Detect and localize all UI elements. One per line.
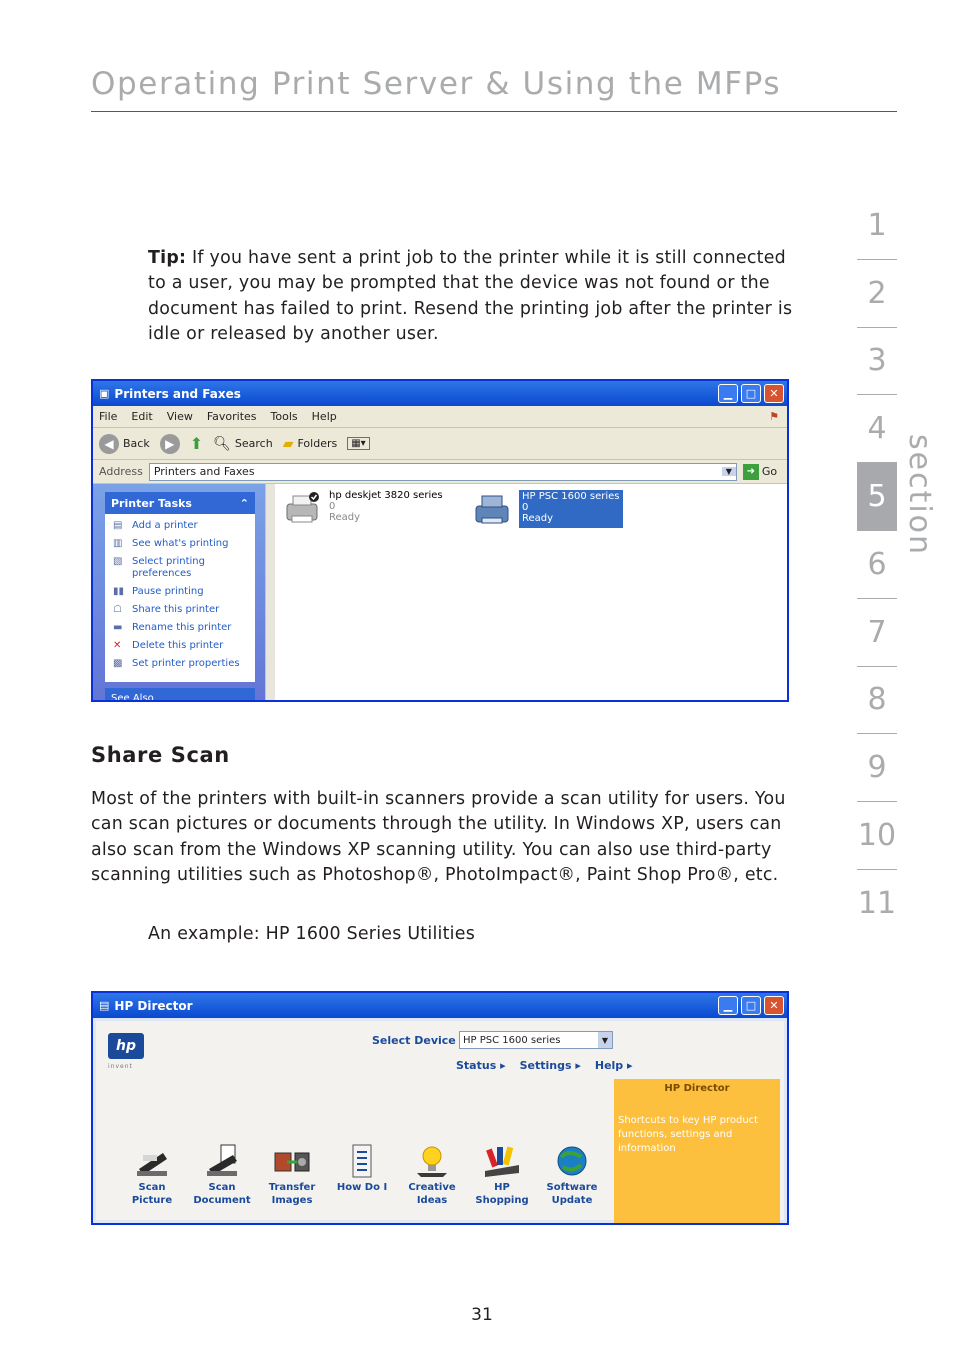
vertical-scrollbar[interactable] (265, 484, 275, 700)
add-printer-icon: ▤ (113, 520, 123, 531)
go-button[interactable] (743, 464, 777, 480)
task-label: Delete this printer (132, 640, 224, 651)
folders-button[interactable] (283, 436, 338, 452)
task-share-printer[interactable] (113, 604, 251, 616)
status-link[interactable]: Status ▸ (456, 1059, 506, 1072)
menu-help[interactable]: Help (311, 410, 337, 423)
tip-text: If you have sent a print job to the printer while it is still connected to a user, you may be prompted that the device was not found or the document has failed to print. Resend the printing job after the printer is idle or released by another user. (148, 248, 793, 345)
settings-link[interactable]: Settings ▸ (519, 1059, 581, 1072)
address-bar (93, 460, 787, 484)
tip-label: Tip: (148, 248, 187, 268)
hp-director-app-icon: ▤ (99, 999, 110, 1012)
tool-label-1: Creative (408, 1182, 456, 1193)
printer-folder-icon: ▣ (99, 387, 110, 400)
window-content (93, 484, 787, 700)
window-title: Printers and Faxes (114, 386, 241, 401)
share-scan-heading: Share Scan (91, 743, 230, 767)
task-delete-printer[interactable] (113, 640, 251, 652)
section-nav-item-7[interactable]: 7 (857, 599, 897, 667)
tool-label-2: Images (271, 1195, 313, 1206)
collapse-icon[interactable]: ⌃ (239, 496, 249, 510)
forward-button[interactable] (160, 434, 180, 454)
task-label: Set printer properties (132, 658, 240, 669)
task-see-printing[interactable] (113, 538, 251, 550)
section-nav-item-1[interactable]: 1 (857, 192, 897, 260)
task-label: Select printing preferences (132, 556, 205, 579)
lightbulb-icon (413, 1143, 451, 1179)
pause-icon: ▮▮ (113, 586, 125, 597)
task-pane (93, 484, 265, 700)
address-label: Address (99, 465, 143, 478)
printer-text (519, 490, 623, 528)
go-arrow-icon: ➜ (743, 464, 759, 480)
example-caption: An example: HP 1600 Series Utilities (148, 924, 476, 944)
go-label: Go (761, 465, 778, 478)
maximize-button[interactable]: □ (741, 996, 761, 1015)
window-title: HP Director (114, 998, 193, 1013)
printer-status: Ready (522, 513, 554, 524)
menu-edit[interactable]: Edit (131, 410, 153, 423)
hp-links (456, 1059, 633, 1072)
task-list (105, 514, 255, 682)
printer-icon (473, 490, 511, 528)
tip-paragraph (148, 246, 808, 348)
document-scanner-icon (203, 1143, 241, 1179)
printer-item[interactable] (283, 490, 443, 528)
search-button[interactable] (213, 436, 273, 452)
hp-director-window (91, 991, 789, 1225)
printer-docs: 0 (522, 502, 529, 513)
task-printer-properties[interactable] (113, 658, 251, 670)
hp-logo-tagline: invent (108, 1063, 133, 1070)
task-label: Rename this printer (132, 622, 232, 633)
tool-software-update[interactable] (544, 1143, 600, 1207)
printer-item-selected[interactable] (473, 490, 623, 528)
page-number: 31 (471, 1305, 493, 1325)
tool-label-2: Document (193, 1195, 251, 1206)
windows-flag-icon: ⚑ (769, 410, 779, 423)
delete-icon: ✕ (113, 640, 122, 651)
back-arrow-icon: ◀ (99, 434, 119, 454)
section-nav-item-8[interactable]: 8 (857, 667, 897, 735)
printer-name: HP PSC 1600 series (522, 491, 620, 502)
globe-update-icon (553, 1143, 591, 1179)
task-label: Add a printer (132, 520, 198, 531)
toolbar (93, 428, 787, 460)
share-scan-body: Most of the printers with built-in scanners provide a scan utility for users. You can scan pictures or documents through the utility. In Windows XP, users can also scan from the Windows XP scanning utility. You can also use third-party scanning utilities such as Photoshop®, PhotoImpact®, Paint Shop Pro®, etc. (91, 789, 786, 886)
section-nav (857, 192, 897, 938)
tool-label-2: Picture (131, 1195, 173, 1206)
ink-cartridges-icon (483, 1143, 521, 1179)
search-icon: 🔍︎ (213, 435, 231, 452)
scanner-icon (133, 1143, 171, 1179)
search-label: Search (234, 437, 273, 450)
see-also-title: See Also (111, 692, 154, 702)
back-label: Back (123, 437, 150, 450)
help-document-icon (343, 1143, 381, 1179)
panel-text: Shortcuts to key HP product functions, settings and information (618, 1115, 759, 1154)
menu-tools[interactable]: Tools (270, 410, 298, 423)
folder-icon: ▰ (282, 435, 294, 452)
queue-icon: ▥ (113, 538, 123, 549)
section-nav-item-3[interactable]: 3 (857, 328, 897, 396)
tool-label-1: How Do I (336, 1182, 388, 1193)
properties-icon: ▩ (113, 658, 123, 669)
minimize-button[interactable]: ▁ (718, 384, 738, 403)
device-select[interactable] (459, 1031, 613, 1049)
up-arrow-icon: ⬆ (189, 434, 204, 453)
tool-label-1: Transfer (268, 1182, 316, 1193)
tool-creative-ideas[interactable] (404, 1143, 460, 1207)
task-rename-printer[interactable] (113, 622, 251, 634)
hp-logo: hp (108, 1033, 144, 1059)
forward-arrow-icon: ▶ (160, 434, 180, 454)
share-icon: ☖ (113, 604, 122, 615)
close-button[interactable]: ✕ (764, 384, 784, 403)
tool-label-1: Software (546, 1182, 598, 1193)
header-rule (91, 111, 897, 112)
maximize-button[interactable]: □ (741, 384, 761, 403)
menu-file[interactable]: File (99, 410, 118, 423)
tool-scan-picture[interactable] (124, 1143, 180, 1207)
select-device-label: Select Device (372, 1034, 456, 1047)
back-button[interactable] (99, 434, 150, 454)
task-pause-printing[interactable] (113, 586, 251, 598)
section-nav-item-2[interactable]: 2 (857, 260, 897, 328)
hp-info-panel (614, 1079, 780, 1225)
tool-transfer-images[interactable] (264, 1143, 320, 1207)
printer-status: Ready (329, 512, 361, 523)
section-nav-item-5[interactable]: 5 (857, 463, 897, 531)
selected-device: HP PSC 1600 series (463, 1034, 561, 1046)
menu-view[interactable]: View (166, 410, 193, 423)
views-icon: ▦▾ (347, 437, 369, 450)
tool-label-2: Ideas (416, 1195, 448, 1206)
title-bar (93, 993, 787, 1018)
tool-label-1: Scan (208, 1182, 236, 1193)
page-header-title: Operating Print Server & Using the MFPs (91, 66, 782, 102)
menu-favorites[interactable]: Favorites (206, 410, 257, 423)
title-bar (93, 381, 787, 406)
section-word: section (902, 434, 937, 557)
address-field[interactable] (149, 463, 737, 481)
hp-director-body (93, 1018, 787, 1223)
tool-scan-document[interactable] (194, 1143, 250, 1207)
tool-label-2: Shopping (475, 1195, 529, 1206)
section-nav-item-6[interactable]: 6 (857, 531, 897, 599)
see-also-header[interactable] (105, 688, 255, 702)
folders-label: Folders (297, 437, 338, 450)
printer-text (329, 490, 443, 528)
tool-label-2: Update (551, 1195, 593, 1206)
tool-hp-shopping[interactable] (474, 1143, 530, 1207)
printer-tasks-title: Printer Tasks (111, 496, 192, 510)
task-select-preferences[interactable] (113, 556, 251, 580)
help-link[interactable]: Help ▸ (594, 1059, 633, 1072)
tool-label-1: HP (494, 1182, 510, 1193)
section-nav-item-10[interactable]: 10 (857, 802, 897, 870)
tool-label-1: Scan (138, 1182, 166, 1193)
panel-title: HP Director (664, 1083, 730, 1094)
address-value: Printers and Faxes (153, 465, 255, 478)
menu-bar (93, 406, 787, 428)
task-label: Pause printing (132, 586, 204, 597)
hp-tools (124, 1143, 600, 1207)
minimize-button[interactable]: ▁ (718, 996, 738, 1015)
printers-faxes-window (91, 379, 789, 702)
printer-icon (283, 490, 321, 528)
task-label: See what's printing (132, 538, 229, 549)
printer-tasks-header[interactable] (105, 492, 255, 514)
section-nav-item-4[interactable]: 4 (857, 395, 897, 463)
task-label: Share this printer (132, 604, 220, 615)
section-nav-item-9[interactable]: 9 (857, 734, 897, 802)
section-nav-item-11[interactable]: 11 (857, 886, 897, 922)
address-dropdown-icon[interactable]: ▼ (722, 467, 736, 476)
printer-name: hp deskjet 3820 series (329, 490, 443, 501)
views-button[interactable] (347, 437, 369, 450)
close-button[interactable]: ✕ (764, 996, 784, 1015)
task-add-printer[interactable] (113, 520, 251, 532)
transfer-images-icon (273, 1143, 311, 1179)
preferences-icon: ▧ (113, 556, 123, 567)
printer-list (275, 484, 787, 700)
tool-how-do-i[interactable] (334, 1143, 390, 1207)
rename-icon: ▬ (113, 622, 123, 633)
printer-docs: 0 (329, 501, 336, 512)
chevron-down-icon[interactable]: ▼ (598, 1032, 612, 1048)
up-folder-button[interactable] (190, 434, 203, 453)
printer-tasks-box (105, 492, 255, 682)
